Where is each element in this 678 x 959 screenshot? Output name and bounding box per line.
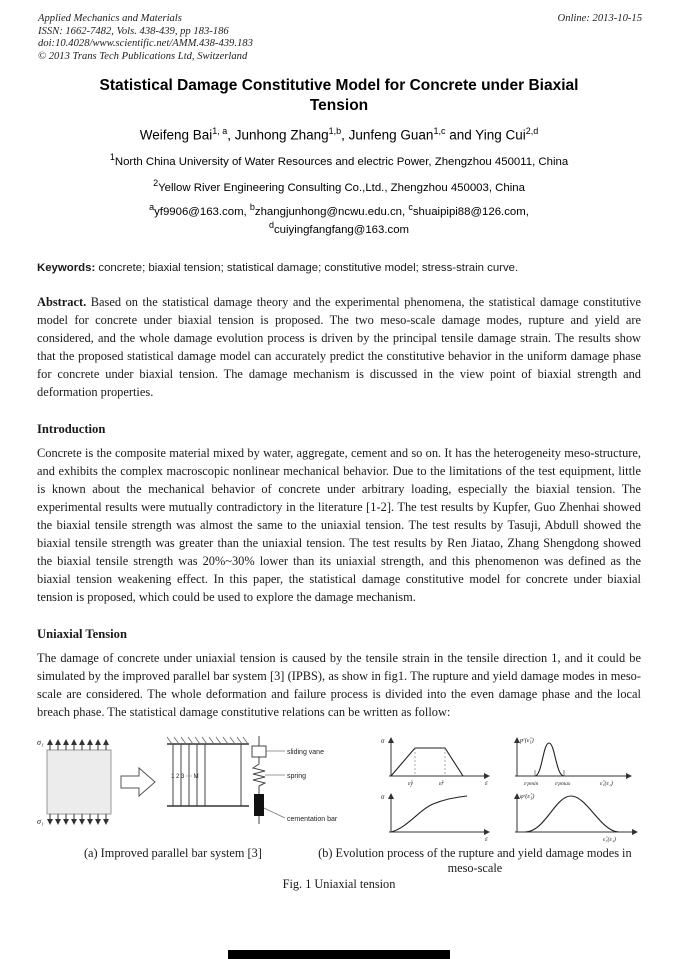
introduction-paragraph: Concrete is the composite material mixed by water, aggregate, cement and so on. It has the heterogeneity meso-structure, and exhibits the complex macroscopic nonlinear mechanical behavior. Due to the limitations of the test equipment, little is known about the mechanical behavior of concrete under arbitrary loading, especially the biaxial tension. The experimental results were mutually contradictory in the literature [1-2]. The test results by Kupfer, Guo Zhenhai showed the biaxial tensile strength was almost the same to the uniaxial tension. The test results by Tasuji, Abdull showed the biaxial tensile strength was greater than the uniaxial tension. The test results by Ren Jiatao, Zhang Shengdong showed the biaxial tensile strength was 20%~30% lower than its uniaxial strength, and this phenomenon was defined as the biaxial tension weakening effect. In this paper, the statistical damage constitutive model for concrete under biaxial tension is proposed, which could be used to explore the damage mechanism.	[37, 446, 641, 605]
author-sup: 1, a	[212, 125, 228, 136]
affiliation-text: Yellow River Engineering Consulting Co.,Ltd., Zhengzhou 450003, China	[158, 182, 525, 194]
caption-b: (b) Evolution process of the rupture and yield damage modes in meso-scale	[318, 846, 632, 876]
keywords-label: Keywords:	[37, 262, 96, 275]
abstract-text: Based on the statistical damage theory and the experimental phenomena, the statistical damage constitutive model for concrete under biaxial tension is proposed. The two meso-scale damage modes, rupture and yield are considered, and the whole damage evolution process is driven by the principal tensile damage strain. The results show that the proposed statistical damage model can accurately predict the constitutive behavior in the uniform damage phase for concrete under biaxial tension. The damage mechanism is discussed in the view point of biaxial strength and deformation properties.	[37, 295, 641, 400]
axis-sigma-label: σ	[381, 793, 385, 802]
tick-epsilon-r-label: ε̂r	[439, 781, 444, 788]
section-heading-uniaxial-tension: Uniaxial Tension	[37, 627, 127, 642]
axis-sigma-label: σ	[381, 737, 385, 746]
abstract-paragraph	[37, 293, 641, 401]
email-sup: c	[408, 202, 413, 212]
bottom-tension-arrows	[50, 814, 106, 824]
affiliation-sup: 2	[153, 178, 159, 189]
sliding-vane-shape	[252, 746, 266, 757]
author-name: Weifeng Bai	[139, 127, 213, 143]
uniaxial-tension-paragraph: The damage of concrete under uniaxial tension is caused by the tensile strain in the tensile direction 1, and it could be simulated by the improved parallel bar system [3] (IPBS), as show in fig1. The rupture and yield damage modes in meso-scale are considered. The whole deformation and failure process is divided into the even damage phase and the local breach phase. The statistical damage constitutive relations can be written as follow:	[37, 651, 641, 720]
email-address: shuaipipi88@126.com,	[412, 205, 529, 218]
author-sup: 1,c	[433, 125, 446, 136]
specimen-square	[47, 750, 111, 814]
email-sup: d	[268, 219, 274, 230]
affiliation-1	[37, 152, 641, 168]
author-sup: 2,d	[525, 125, 539, 136]
affiliation-text: North China University of Water Resources and electric Power, Zhengzhou 450011, China	[114, 156, 569, 169]
yield-curve	[391, 796, 467, 832]
support-hatch-marks	[167, 737, 248, 744]
tick-pmin-label: εʳpmin	[524, 781, 539, 788]
authors-line	[37, 126, 641, 143]
journal-header	[38, 13, 642, 63]
spring-shape	[253, 764, 265, 786]
tick-epsilon-y-label: ε̂y	[408, 781, 414, 788]
email-address: yf9906@163.com,	[154, 205, 250, 218]
spring-label: spring	[287, 773, 307, 781]
keywords-line	[37, 262, 641, 274]
parallel-bar-system-diagram	[167, 737, 249, 806]
author-name: , Junfeng Guan	[341, 127, 434, 143]
figure-1	[37, 730, 641, 892]
email-sup: a	[149, 202, 155, 212]
cementation-bar-shape	[254, 794, 264, 816]
bar-numbers-label: 1 2 3 ⋯ M	[171, 774, 199, 781]
keywords-text: concrete; biaxial tension; statistical damage; constitutive model; stress-strain curve.	[95, 262, 519, 275]
figure-1-graphics	[37, 730, 641, 844]
figure-caption: Fig. 1 Uniaxial tension	[282, 877, 396, 892]
density-title-label: φʸ(ε̂₁)	[520, 793, 535, 801]
email-address: cuiyingfangfang@163.com	[273, 223, 410, 236]
issn-line: ISSN: 1662-7482, Vols. 438-439, pp 183-186	[38, 25, 229, 37]
affiliation-2	[37, 178, 641, 194]
figure-subcaptions	[37, 846, 641, 876]
plot-yield-stress-strain	[381, 793, 489, 843]
rupture-density-curve	[535, 743, 564, 776]
affiliation-sup: 1	[109, 152, 115, 163]
email-sup: b	[249, 202, 255, 212]
author-emails	[37, 202, 641, 237]
plot-rupture-density	[515, 737, 631, 787]
email-address: zhangjunhong@ncwu.edu.cn,	[254, 205, 409, 218]
caption-a: (a) Improved parallel bar system [3]	[83, 846, 262, 861]
axis-epsilon1-label: ε̂₁(ε₁)	[600, 781, 613, 788]
journal-name: Applied Mechanics and Materials	[38, 13, 182, 24]
plot-yield-density	[515, 793, 637, 843]
doi-line: doi:10.4028/www.scientific.net/AMM.438-439.183	[38, 38, 253, 49]
yield-density-curve	[525, 796, 619, 832]
sigma1-bottom-label: σ₁	[37, 817, 44, 827]
axis-epsilon-label: ε	[485, 779, 488, 788]
plot-rupture-stress-strain	[381, 737, 489, 787]
paper-title: Statistical Damage Constitutive Model for Concrete under Biaxial Tension	[99, 77, 579, 115]
axis-epsilon-label: ε	[485, 835, 488, 844]
rupture-curve	[391, 748, 463, 776]
author-name: and Ying Cui	[445, 127, 526, 143]
axis-epsilon1-label: ε̂₁(ε₁)	[603, 837, 616, 844]
author-name: , Junhong Zhang	[227, 127, 329, 143]
top-tension-arrows	[50, 740, 106, 750]
sigma1-top-label: σ₁	[37, 738, 44, 748]
author-sup: 1,b	[328, 125, 342, 136]
specimen-square-diagram	[37, 738, 111, 826]
tick-pmax-label: εʳpmax	[555, 781, 571, 788]
sliding-vane-label: sliding vane	[287, 749, 324, 757]
transform-arrow-icon	[121, 768, 155, 796]
online-date: Online: 2013-10-15	[557, 13, 642, 24]
journal-header-left	[38, 13, 642, 63]
section-heading-introduction: Introduction	[37, 422, 106, 437]
meso-element-chain	[252, 736, 338, 824]
page-bottom-bar	[228, 950, 450, 959]
density-title-label: pʳ(ε̂₁)	[520, 737, 534, 745]
cementation-bar-label: cementation bar	[287, 816, 338, 824]
copyright-line: © 2013 Trans Tech Publications Ltd, Switzerland	[38, 50, 248, 62]
abstract-label: Abstract.	[37, 295, 87, 310]
